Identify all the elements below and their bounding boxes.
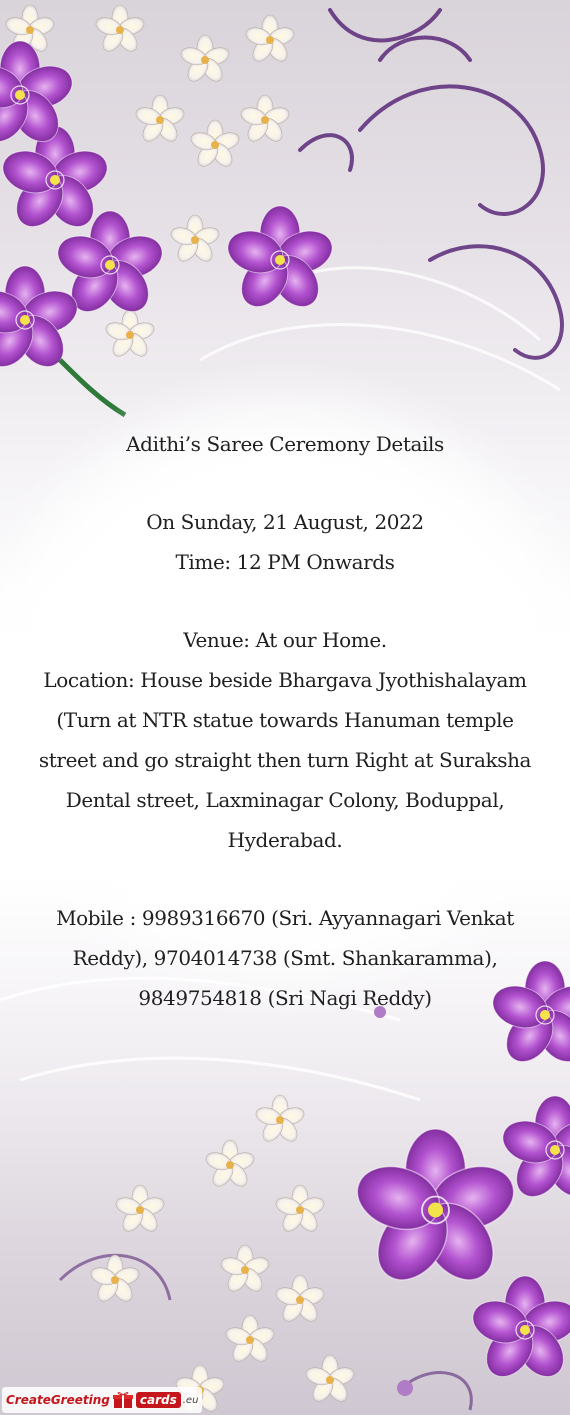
mobile-line-2: Reddy), 9704014738 (Smt. Shankaramma), (72, 946, 498, 970)
event-date: On Sunday, 21 August, 2022 (146, 510, 424, 534)
event-time: Time: 12 PM Onwards (175, 550, 395, 574)
location-line-2: (Turn at NTR statue towards Hanuman temple (56, 708, 514, 732)
location-line-5: Hyderabad. (227, 828, 343, 852)
brand-name-part2: cards (136, 1392, 181, 1408)
mobile-line-1: Mobile : 9989316670 (Sri. Ayyannagari Venkat (56, 906, 514, 930)
brand-name-part1: CreateGreeting (6, 1393, 110, 1407)
brand-name-part3: .eu (182, 1394, 199, 1406)
brand-logo-link[interactable] (2, 1387, 202, 1413)
location-line-3: street and go straight then turn Right at Suraksha (38, 748, 532, 772)
invitation-message (20, 424, 550, 1018)
bottom-flowers (89, 961, 570, 1415)
event-title: Adithi’s Saree Ceremony Details (126, 432, 444, 456)
event-venue: Venue: At our Home. (183, 628, 387, 652)
location-line-4: Dental street, Laxminagar Colony, Boduppal, (65, 788, 505, 812)
gift-icon (112, 1391, 134, 1409)
location-line-1: Location: House beside Bhargava Jyothishalayam (43, 668, 527, 692)
top-swirls (300, 10, 562, 358)
top-flowers (0, 5, 338, 415)
mobile-line-3: 9849754818 (Sri Nagi Reddy) (138, 986, 432, 1010)
